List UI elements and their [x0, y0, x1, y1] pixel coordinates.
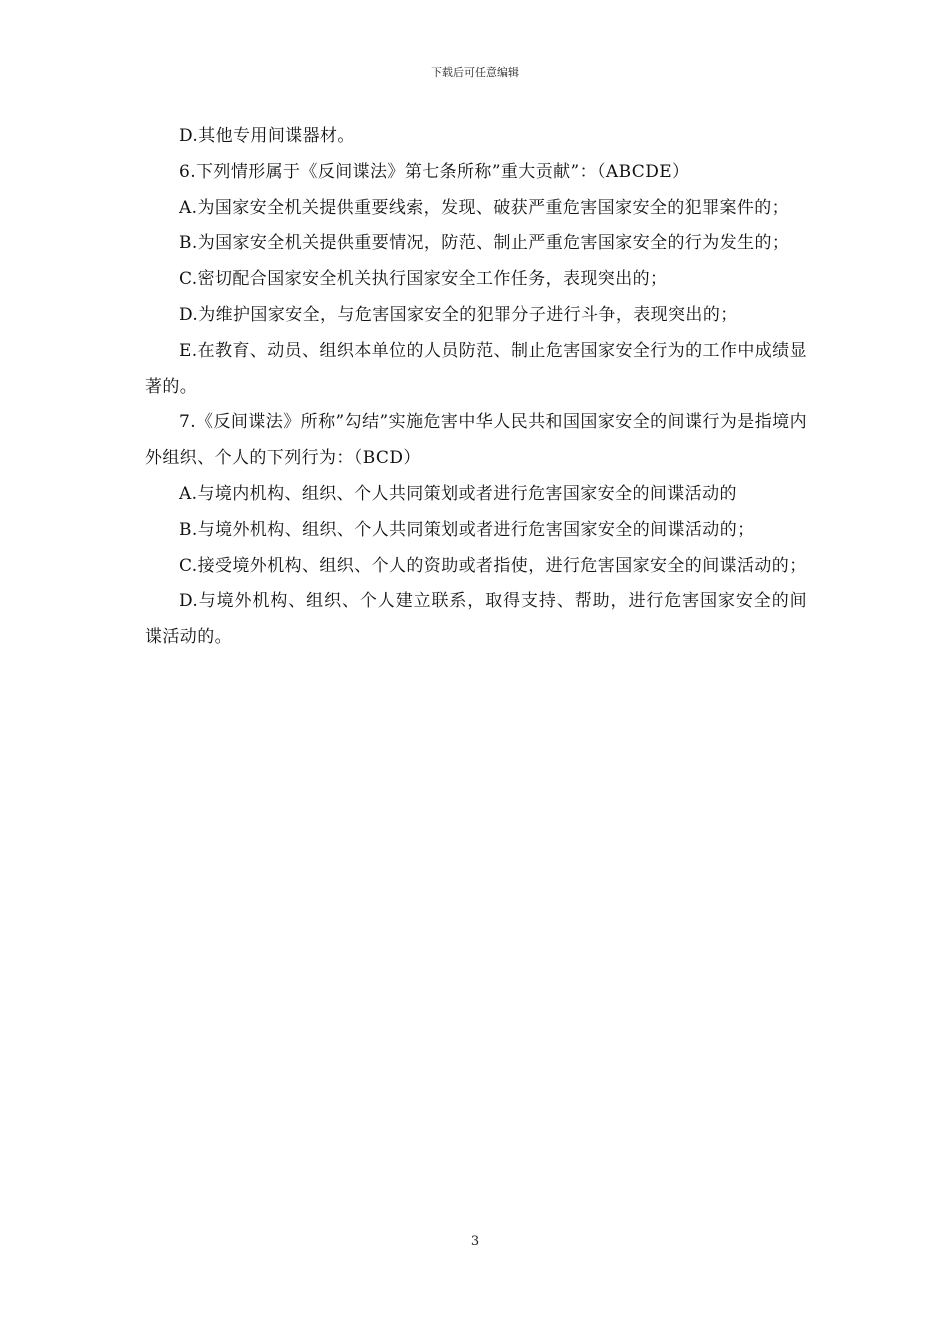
paragraph-option-d-spy-equipment: D.其他专用间谍器材。 [179, 126, 355, 146]
paragraph-question-6: 6.下列情形属于《反间谍法》第七条所称”重大贡献”：（ABCDE） [179, 161, 690, 182]
page-header-note: 下载后可任意编辑 [431, 66, 519, 79]
paragraph-q7-option-d: D.与境外机构、组织、个人建立联系，取得支持、帮助，进行危害国家安全的间谍活动的。 [145, 591, 807, 648]
document-body [145, 119, 807, 656]
paragraph-q7-option-a: A.与境内机构、组织、个人共同策划或者进行危害国家安全的间谍活动的 [179, 483, 737, 504]
paragraph-q6-option-d: D.为维护国家安全，与危害国家安全的犯罪分子进行斗争，表现突出的； [179, 304, 738, 325]
paragraph-q7-option-c: C.接受境外机构、组织、个人的资助或者指使，进行危害国家安全的间谍活动的； [179, 555, 807, 576]
paragraph-q6-option-b: B.为国家安全机关提供重要情况，防范、制止严重危害国家安全的行为发生的； [179, 233, 790, 254]
paragraph-q6-option-a: A.为国家安全机关提供重要线索，发现、破获严重危害国家安全的犯罪案件的； [179, 197, 790, 218]
page-number: 3 [470, 1234, 480, 1249]
paragraph-q6-option-c: C.密切配合国家安全机关执行国家安全工作任务，表现突出的； [179, 269, 668, 290]
paragraph-q6-option-e: E.在教育、动员、组织本单位的人员防范、制止危害国家安全行为的工作中成绩显著的。 [145, 340, 807, 397]
paragraph-q7-option-b: B.与境外机构、组织、个人共同策划或者进行危害国家安全的间谍活动的； [179, 519, 755, 540]
paragraph-question-7: 7.《反间谍法》所称”勾结”实施危害中华人民共和国国家安全的间谍行为是指境内外组织、个人的下列行为：（BCD） [145, 412, 807, 469]
